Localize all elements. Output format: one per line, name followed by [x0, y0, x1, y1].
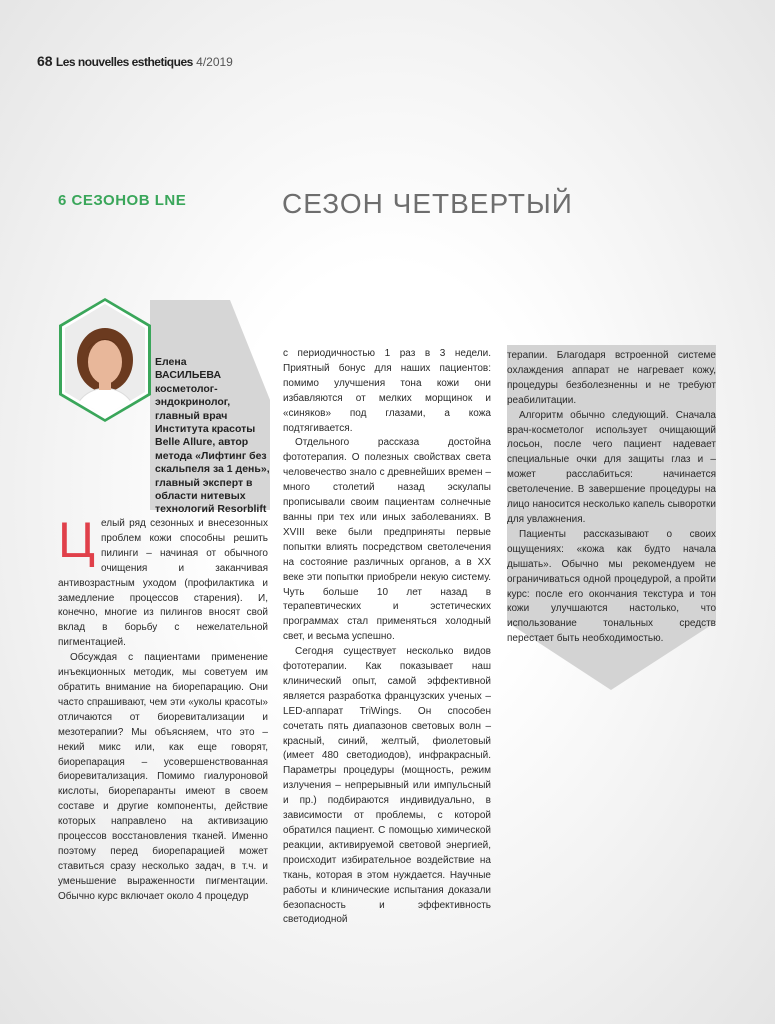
page-number: 68	[37, 53, 53, 69]
author-last-name: ВАСИЛЬЕВА	[155, 369, 222, 382]
author-bio: косметолог-эндокринолог, главный врач Института красоты Belle Allure, автор метода «Лифтинг без скальпеля за 1 день», главный эксперт в области нитевых технологий Resorblift	[155, 382, 270, 516]
paragraph: Сегодня существует несколько видов фототерапии. Как показывает наш клинический опыт, самой эффективной является разработка французских ученых – LED-аппарат TriWings. Он способен сочетать пять диапазонов световых волн – красный, синий, желтый, фиолетовый (имеет 480 светодиодов), инфракрасный. Параметры процедуры (мощность, режим излучения – непрерывный или импульсный и пр.) подбираются индивидуально, в зависимости от проблемы, с которой обратился пациент. С помощью химической реакции, активируемой световой энергией, происходит избирательное воздействие на ткань, которая в этом нуждается. Научные работы и клинические испытания доказали безопасность и эффективность светодиодной	[283, 646, 491, 926]
paragraph: Обсуждая с пациентами применение инъекционных методик, мы советуем им обратить внимание на биорепарацию. Они часто спрашивают, чем эти «уколы красоты» отличаются от биоревитализации и мезотерапии? Мы объясняем, что это – некий микс или, как еще говорят, биорепарация – усовершенствованная биоревитализация. Помимо гиалуроновой кислоты, биорепаранты имеют в своем составе и другие компоненты, действие которых направлено на активизацию процессов восстановления тканей. Именно поэтому перед биорепарацией может ставиться сразу несколько задач, в т.ч. и уменьшение выраженности пигментации. Обычно курс включает около 4 процедур	[58, 652, 268, 902]
paragraph: Отдельного рассказа достойна фототерапия. О полезных свойствах света человечество знало с древнейших времен – много столетий назад эскулапы прописывали своим пациентам солнечные ванны при тех или иных заболеваниях. В XVIII веке были предприняты первые попытки влиять посредством светолечения на состояние различных органов, а в XX веке эти попытки приобрели некую систему. Чуть больше 10 лет назад в терапевтических и эстетических программах стал применяться холодный свет, и весьма успешно.	[283, 437, 491, 643]
paragraph: елый ряд сезонных и внесезонных проблем кожи способны решить пилинги – начиная от обычного очищения и заканчивая антивозрастным уходом (профилактика и замедление процессов старения). И, конечно, многие из пилингов вносят свой вклад в борьбу с нежелательной пигментацией.	[58, 518, 268, 649]
paragraph: Пациенты рассказывают о своих ощущениях: «кожа как будто начала дышать». Обычно мы рекомендуем не ограничиваться одной процедурой, а пройти курс: после его окончания текстура и тон кожи улучшаются настолько, что использование тональных средств перестает быть необходимостью.	[507, 528, 716, 645]
page-header	[37, 54, 233, 68]
paragraph: Алгоритм обычно следующий. Сначала врач-косметолог использует очищающий лосьон, после чего пациент надевает специальные очки для защиты глаз и – может расслабиться: начинается светолечение. В завершение процедуры на лицо наносится несколько капель сыворотки для увлажнения.	[507, 409, 716, 525]
paragraph: терапии. Благодаря встроенной системе охлаждения аппарат не нагревает кожу, процедуры безболезненны и не требуют реабилитации.	[507, 350, 716, 406]
series-label: 6 СЕЗОНОВ LNE	[58, 192, 187, 209]
magazine-name: Les nouvelles esthetiques	[55, 55, 193, 69]
article-column-1	[58, 512, 268, 905]
article-column-2	[283, 347, 491, 928]
paragraph: с периодичностью 1 раз в 3 недели. Приятный бонус для наших пациентов: помимо улучшения тона кожи они избавляются от мелких морщинок и «синяков» под глазами, а кожа подтягивается.	[283, 348, 491, 434]
author-first-name: Елена	[155, 356, 187, 368]
drop-cap: Ц	[58, 512, 95, 568]
author-info	[155, 356, 270, 517]
article-column-3	[507, 349, 716, 647]
issue-number: 4/2019	[196, 55, 233, 69]
page-title: СЕЗОН ЧЕТВЕРТЫЙ	[282, 188, 573, 219]
author-photo	[57, 298, 153, 422]
